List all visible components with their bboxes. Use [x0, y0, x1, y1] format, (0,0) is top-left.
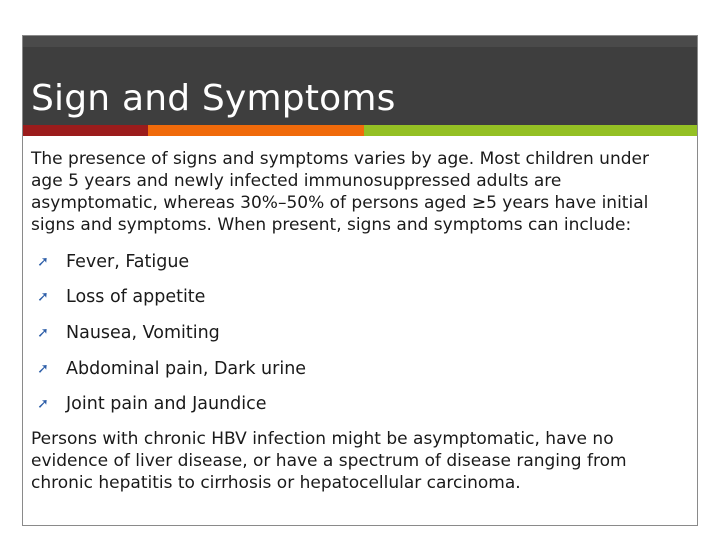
list-item-label: Loss of appetite — [66, 287, 206, 308]
symptom-list — [31, 244, 683, 422]
accent-segment-red — [23, 125, 148, 136]
list-item-label: Fever, Fatigue — [66, 251, 190, 272]
arrow-up-right-icon: ➚ — [37, 289, 49, 306]
arrow-up-right-icon: ➚ — [37, 253, 49, 270]
list-item-label: Joint pain and Jaundice — [66, 394, 267, 415]
arrow-up-right-icon: ➚ — [37, 396, 49, 413]
outro-paragraph: Persons with chronic HBV infection might be asymptomatic, have no evidence of liver disease, or have a spectrum of disease ranging from chronic hepatitis to cirrhosis or hepatocellular carcinoma. — [31, 428, 627, 493]
list-item-label: Abdominal pain, Dark urine — [66, 358, 307, 379]
arrow-up-right-icon: ➚ — [37, 360, 49, 377]
list-item — [31, 386, 683, 422]
list-item — [31, 244, 683, 280]
accent-segment-green — [364, 125, 697, 136]
slide-body — [31, 148, 683, 494]
list-item — [31, 315, 683, 351]
accent-strip — [23, 125, 697, 136]
accent-segment-orange — [148, 125, 364, 136]
title-block — [23, 47, 697, 125]
slide-title: Sign and Symptoms — [31, 78, 396, 119]
list-item — [31, 280, 683, 316]
arrow-up-right-icon: ➚ — [37, 324, 49, 341]
intro-paragraph: The presence of signs and symptoms varies by age. Most children under age 5 years and newly infected immunosuppressed adults are asymptomatic, whereas 30%–50% of persons aged ≥5 years have initial signs and symptoms. When present, signs and symptoms can include: — [31, 149, 649, 235]
title-top-bar — [23, 36, 697, 47]
list-item — [31, 351, 683, 387]
slide — [22, 35, 698, 526]
list-item-label: Nausea, Vomiting — [66, 322, 220, 343]
